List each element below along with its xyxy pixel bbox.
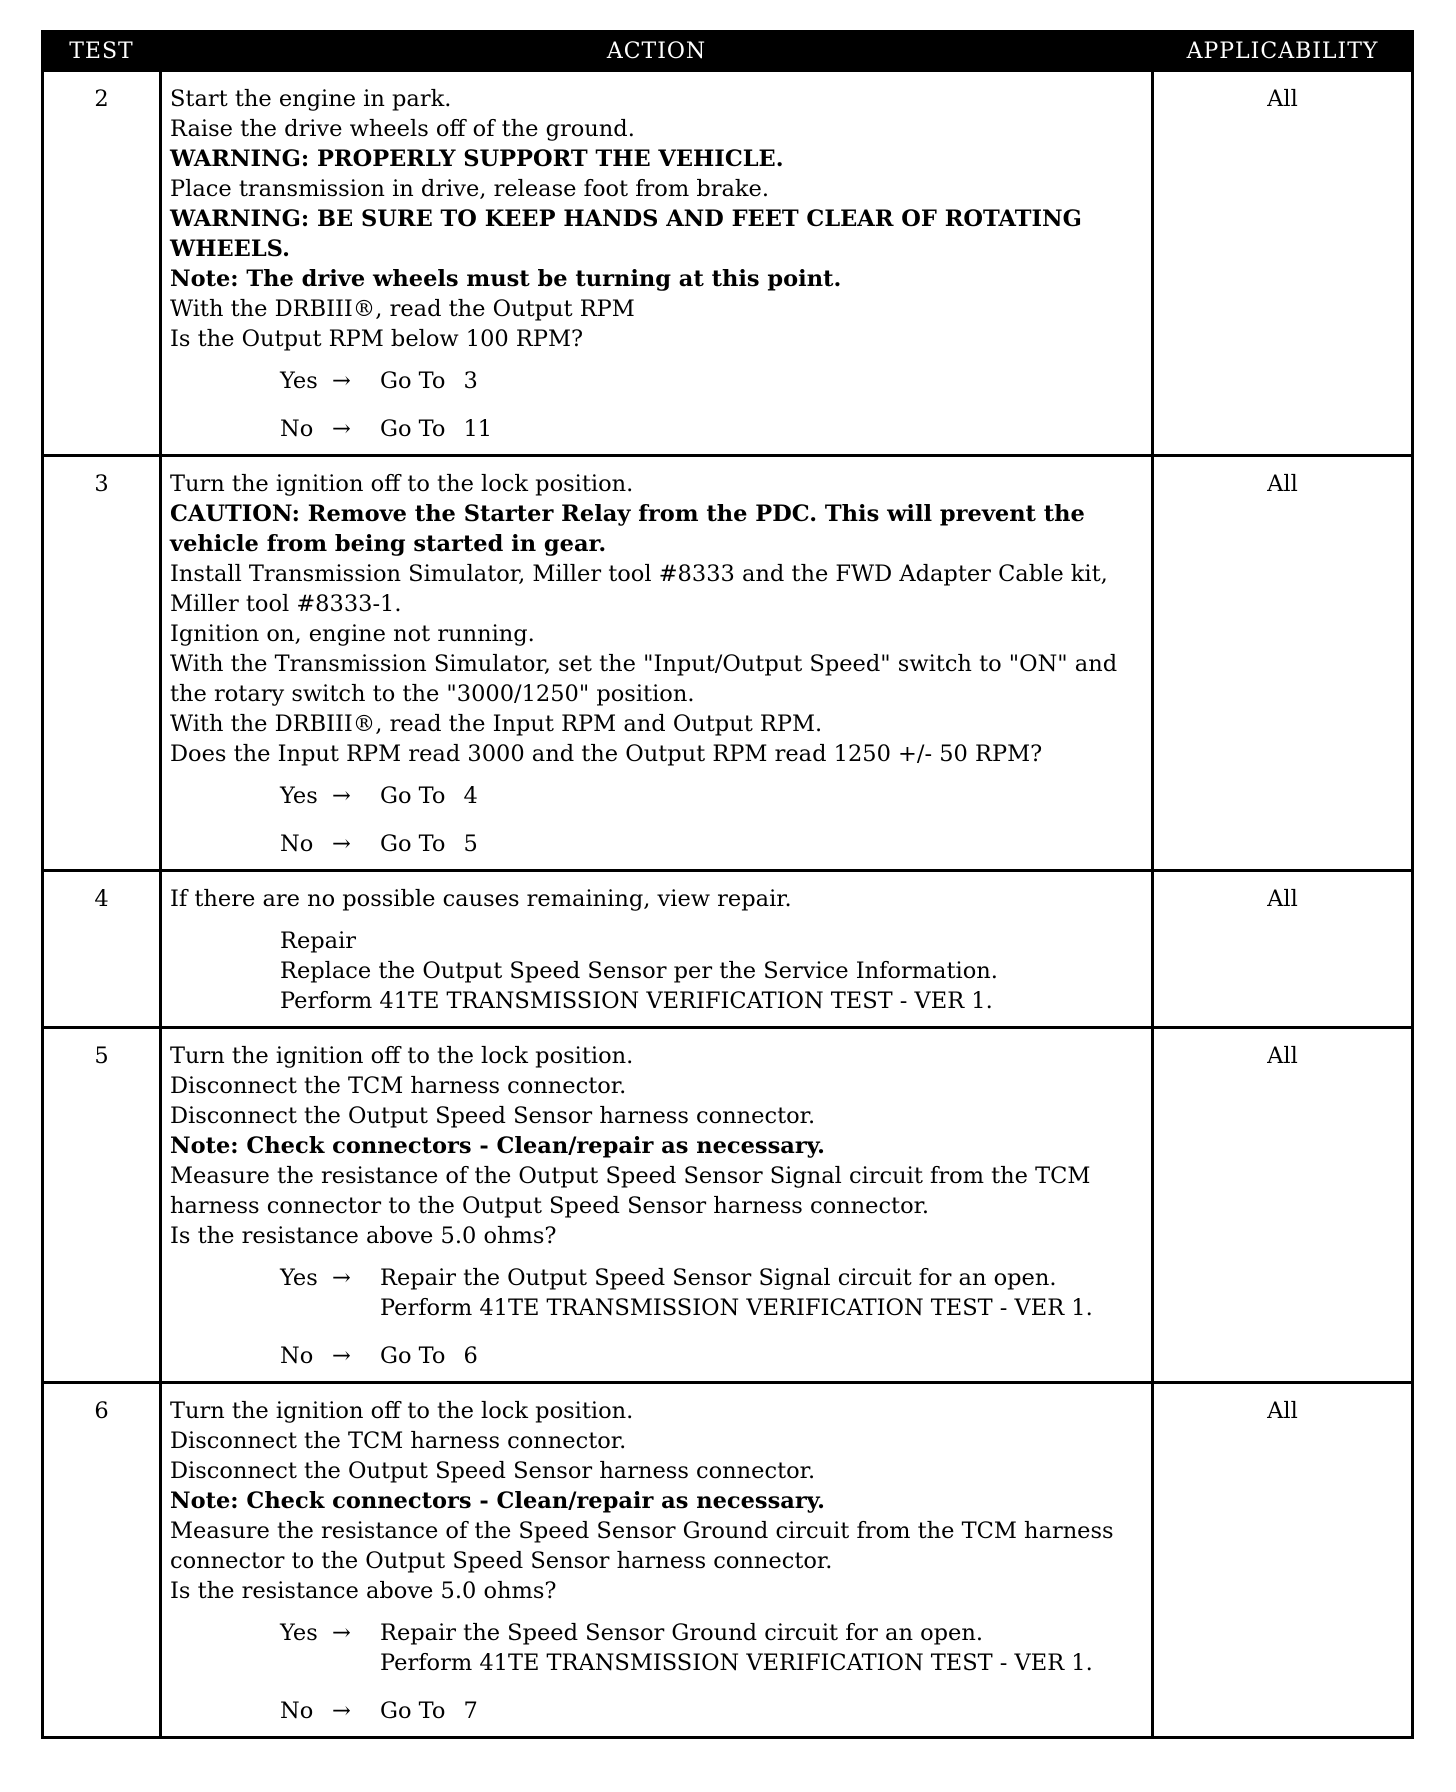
action-line: With the DRBIII®, read the Output RPM [170, 296, 635, 322]
action-line: Measure the resistance of the Output Speed Sensor Signal circuit from the TCM harness connector to the Output Speed Sensor harness connector. [170, 1163, 1091, 1219]
yes-repair-text: Repair the Output Speed Sensor Signal circuit for an open. [380, 1265, 1057, 1291]
warning-line: WARNING: PROPERLY SUPPORT THE VEHICLE. [170, 146, 784, 172]
action-line: Ignition on, engine not running. [170, 621, 535, 647]
goto-text: Go To [380, 1343, 446, 1369]
test-number: 6 [43, 1383, 161, 1738]
action-line: Disconnect the TCM harness connector. [170, 1428, 627, 1454]
no-label: No [280, 1698, 314, 1724]
test-row-2 [43, 71, 1413, 456]
question-line: Does the Input RPM read 3000 and the Output RPM read 1250 +/- 50 RPM? [170, 741, 1043, 767]
note-line: Note: Check connectors - Clean/repair as necessary. [170, 1488, 825, 1514]
goto-target: 7 [463, 1698, 478, 1724]
note-line: Note: Check connectors - Clean/repair as necessary. [170, 1133, 825, 1159]
arrow-icon: → [332, 368, 351, 394]
warning-line: WARNING: BE SURE TO KEEP HANDS AND FEET CLEAR OF ROTATING WHEELS. [170, 206, 1082, 262]
repair-line: Perform 41TE TRANSMISSION VERIFICATION TEST - VER 1. [280, 988, 993, 1014]
test-applicability: All [1153, 456, 1413, 871]
test-action [161, 71, 1153, 456]
test-applicability: All [1153, 1028, 1413, 1383]
no-label: No [280, 831, 314, 857]
header-applicability: APPLICABILITY [1153, 32, 1413, 71]
table-header-row [43, 32, 1413, 71]
action-line: Raise the drive wheels off of the ground. [170, 116, 635, 142]
test-action [161, 456, 1153, 871]
question-line: Is the Output RPM below 100 RPM? [170, 326, 584, 352]
action-line: Start the engine in park. [170, 86, 452, 112]
repair-line: Replace the Output Speed Sensor per the Service Information. [280, 958, 998, 984]
action-line: Measure the resistance of the Speed Sensor Ground circuit from the TCM harness connector to the Output Speed Sensor harness connector. [170, 1518, 1114, 1574]
goto-target: 4 [463, 783, 478, 809]
goto-text: Go To [380, 831, 446, 857]
goto-target: 3 [463, 368, 478, 394]
no-choice [170, 1696, 1143, 1726]
goto-text: Go To [380, 416, 446, 442]
yes-label: Yes [280, 1265, 318, 1291]
goto-target: 6 [463, 1343, 478, 1369]
yes-choice [170, 366, 1143, 396]
no-choice [170, 1341, 1143, 1371]
action-line: Turn the ignition off to the lock position. [170, 1043, 634, 1069]
question-line: Is the resistance above 5.0 ohms? [170, 1578, 557, 1604]
action-line: Turn the ignition off to the lock position. [170, 471, 634, 497]
diagnostic-test-table [41, 30, 1414, 1739]
test-applicability: All [1153, 1383, 1413, 1738]
note-line: Note: The drive wheels must be turning at this point. [170, 266, 842, 292]
test-applicability: All [1153, 71, 1413, 456]
test-action [161, 1383, 1153, 1738]
caution-line: CAUTION: Remove the Starter Relay from the PDC. This will prevent the vehicle from being started in gear. [170, 501, 1085, 557]
action-line: Place transmission in drive, release foot from brake. [170, 176, 770, 202]
choices [170, 366, 1143, 444]
test-applicability: All [1153, 871, 1413, 1028]
action-line: Disconnect the Output Speed Sensor harness connector. [170, 1458, 816, 1484]
choices [170, 1618, 1143, 1726]
yes-label: Yes [280, 368, 318, 394]
yes-choice [170, 781, 1143, 811]
no-label: No [280, 416, 314, 442]
no-choice [170, 829, 1143, 859]
no-choice [170, 414, 1143, 444]
test-number: 4 [43, 871, 161, 1028]
header-test: TEST [43, 32, 161, 71]
choices [170, 781, 1143, 859]
choices [170, 1263, 1143, 1371]
test-number: 3 [43, 456, 161, 871]
diagnostic-table-frame [41, 30, 1411, 1739]
no-label: No [280, 1343, 314, 1369]
action-line: Install Transmission Simulator, Miller tool #8333 and the FWD Adapter Cable kit, Miller tool #8333-1. [170, 561, 1108, 617]
repair-instructions [170, 956, 1143, 1016]
action-line: With the DRBIII®, read the Input RPM and Output RPM. [170, 711, 823, 737]
yes-verify-text: Perform 41TE TRANSMISSION VERIFICATION TEST - VER 1. [380, 1295, 1093, 1321]
goto-target: 5 [463, 831, 478, 857]
test-number: 5 [43, 1028, 161, 1383]
test-action [161, 871, 1153, 1028]
yes-repair-text: Repair the Speed Sensor Ground circuit for an open. [380, 1620, 983, 1646]
yes-choice [170, 1263, 1143, 1323]
goto-target: 11 [463, 416, 493, 442]
arrow-icon: → [332, 1620, 351, 1646]
yes-label: Yes [280, 1620, 318, 1646]
action-line: Disconnect the Output Speed Sensor harness connector. [170, 1103, 816, 1129]
test-row-5 [43, 1028, 1413, 1383]
action-line: If there are no possible causes remaining, view repair. [170, 886, 792, 912]
repair-label: Repair [280, 928, 357, 954]
arrow-icon: → [332, 1265, 351, 1291]
arrow-icon: → [332, 783, 351, 809]
yes-choice [170, 1618, 1143, 1678]
test-row-4 [43, 871, 1413, 1028]
goto-text: Go To [380, 1698, 446, 1724]
header-action: ACTION [161, 32, 1153, 71]
goto-text: Go To [380, 783, 446, 809]
arrow-icon: → [332, 416, 351, 442]
arrow-icon: → [332, 831, 351, 857]
test-row-3 [43, 456, 1413, 871]
action-line: With the Transmission Simulator, set the "Input/Output Speed" switch to "ON" and the rotary switch to the "3000/1250" position. [170, 651, 1118, 707]
test-row-6 [43, 1383, 1413, 1738]
action-line: Turn the ignition off to the lock position. [170, 1398, 634, 1424]
action-line: Disconnect the TCM harness connector. [170, 1073, 627, 1099]
arrow-icon: → [332, 1698, 351, 1724]
arrow-icon: → [332, 1343, 351, 1369]
test-action [161, 1028, 1153, 1383]
question-line: Is the resistance above 5.0 ohms? [170, 1223, 557, 1249]
yes-label: Yes [280, 783, 318, 809]
yes-verify-text: Perform 41TE TRANSMISSION VERIFICATION TEST - VER 1. [380, 1650, 1093, 1676]
goto-text: Go To [380, 368, 446, 394]
test-number: 2 [43, 71, 161, 456]
